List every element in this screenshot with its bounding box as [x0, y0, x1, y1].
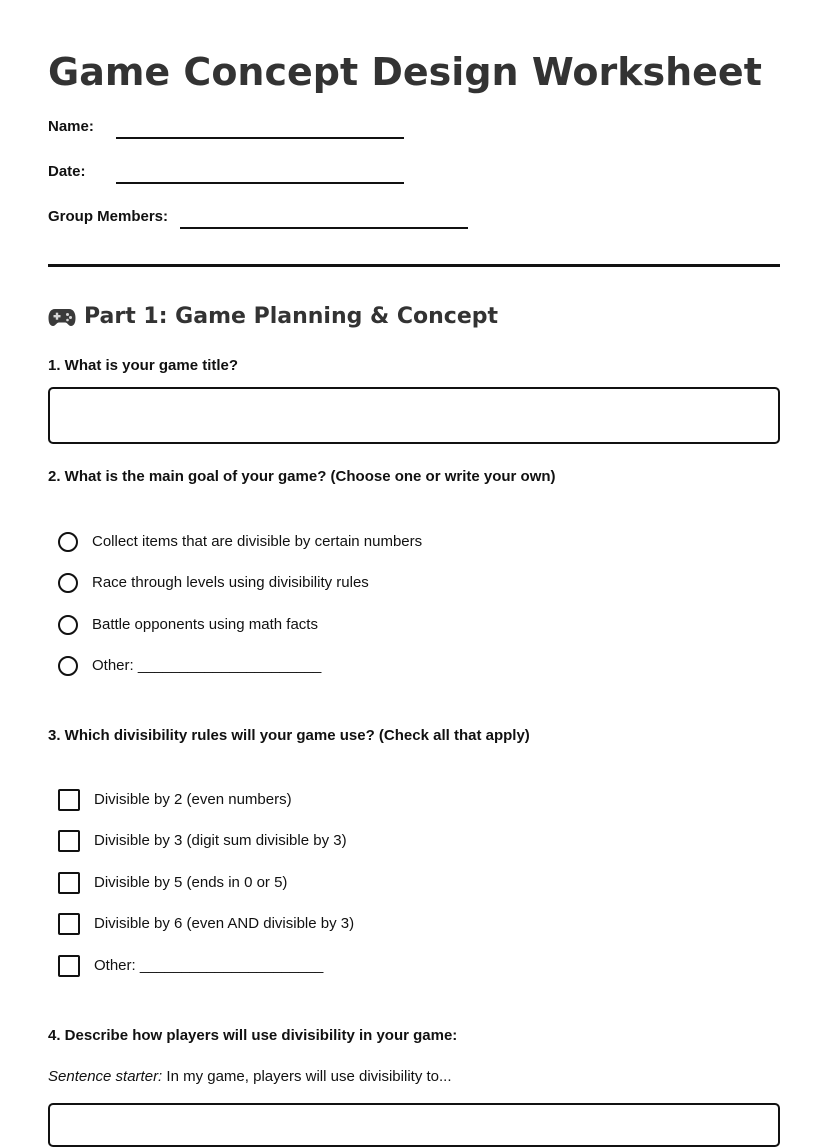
goal-option-label: Collect items that are divisible by certain numbers — [92, 533, 423, 550]
gamepad-icon — [48, 306, 76, 328]
goal-option-other[interactable] — [58, 654, 321, 678]
checkbox[interactable] — [58, 955, 80, 977]
radio-button[interactable] — [58, 615, 78, 635]
goal-option[interactable] — [58, 530, 422, 554]
group-members-field-row — [48, 207, 472, 231]
goal-option[interactable] — [58, 613, 318, 637]
rule-option[interactable] — [58, 912, 354, 936]
checkbox[interactable] — [58, 789, 80, 811]
checkbox[interactable] — [58, 872, 80, 894]
date-field-row — [48, 162, 408, 186]
rule-option-other[interactable] — [58, 954, 323, 978]
date-label: Date: — [48, 163, 86, 180]
checkbox[interactable] — [58, 913, 80, 935]
rule-option-label: Divisible by 3 (digit sum divisible by 3) — [94, 832, 347, 849]
question-1: 1. What is your game title? — [48, 357, 239, 374]
sentence-starter — [48, 1067, 452, 1087]
part1-heading-text: Part 1: Game Planning & Concept — [84, 304, 499, 329]
rule-option-label: Divisible by 6 (even AND divisible by 3) — [94, 915, 355, 932]
radio-button[interactable] — [58, 573, 78, 593]
sentence-starter-text: In my game, players will use divisibility to... — [162, 1068, 452, 1085]
rule-option[interactable] — [58, 871, 287, 895]
goal-option-label: Battle opponents using math facts — [92, 616, 318, 633]
rule-option[interactable] — [58, 829, 347, 853]
rule-option[interactable] — [58, 788, 292, 812]
group-members-label: Group Members: — [48, 208, 169, 225]
header-divider — [48, 264, 780, 267]
sentence-starter-label: Sentence starter: — [48, 1068, 163, 1085]
game-title-input[interactable] — [48, 387, 780, 444]
goal-option[interactable] — [58, 571, 369, 595]
question-3: 3. Which divisibility rules will your game use? (Check all that apply) — [48, 727, 530, 744]
goal-option-label: Other: ______________________ — [92, 657, 322, 674]
radio-button[interactable] — [58, 532, 78, 552]
goal-option-label: Race through levels using divisibility rules — [92, 574, 369, 591]
name-field-row — [48, 117, 408, 141]
question-2: 2. What is the main goal of your game? (Choose one or write your own) — [48, 468, 556, 485]
date-input-line[interactable] — [116, 182, 404, 184]
group-members-input-line[interactable] — [180, 227, 468, 229]
worksheet-title: Game Concept Design Worksheet — [48, 50, 762, 94]
part1-heading — [48, 302, 498, 332]
name-label: Name: — [48, 118, 94, 135]
question-4: 4. Describe how players will use divisibility in your game: — [48, 1027, 458, 1044]
rule-option-label: Divisible by 5 (ends in 0 or 5) — [94, 874, 288, 891]
rule-option-label: Divisible by 2 (even numbers) — [94, 791, 292, 808]
checkbox[interactable] — [58, 830, 80, 852]
name-input-line[interactable] — [116, 137, 404, 139]
radio-button[interactable] — [58, 656, 78, 676]
rule-option-label: Other: ______________________ — [94, 957, 324, 974]
divisibility-description-input[interactable] — [48, 1103, 780, 1147]
